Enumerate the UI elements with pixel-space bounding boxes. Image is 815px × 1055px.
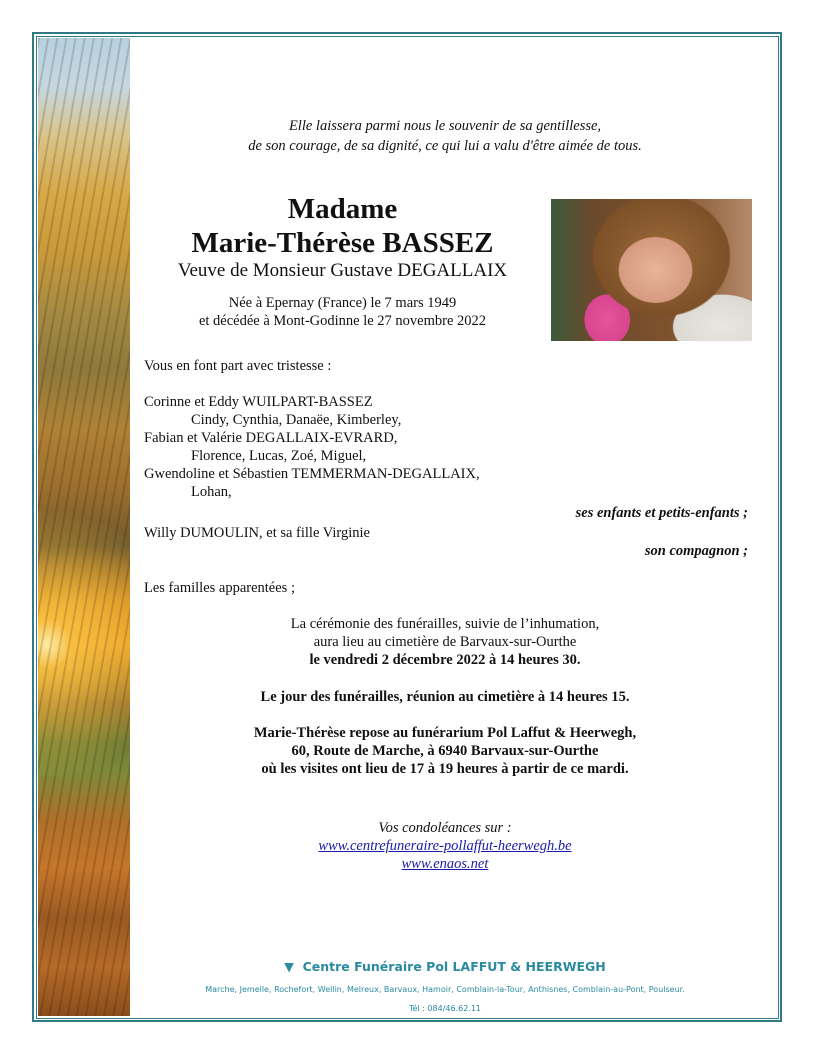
condolences-block: [140, 819, 750, 873]
footer-company: Centre Funéraire Pol LAFFUT & HEERWEGH: [302, 959, 606, 974]
family-line: Lohan,: [191, 484, 232, 500]
condolences-label: Vos condoléances sur :: [378, 820, 512, 836]
quote-line-2: de son courage, de sa dignité, ce qui lui a valu d'être aimée de tous.: [248, 138, 642, 154]
announcement-intro: Vous en font part avec tristesse :: [144, 358, 332, 374]
family-line: Cindy, Cynthia, Danaëe, Kimberley,: [191, 412, 402, 428]
companion-label: son compagnon ;: [644, 543, 748, 559]
relatives: Les familles apparentées ;: [144, 580, 295, 596]
autumn-forest-image: [38, 38, 130, 1016]
meeting-info: Le jour des funérailles, réunion au cimetière à 14 heures 15.: [260, 689, 630, 705]
family-line: Gwendoline et Sébastien TEMMERMAN-DEGALLAIX,: [144, 466, 480, 482]
quote-line-1: Elle laissera parmi nous le souvenir de sa gentillesse,: [288, 118, 602, 134]
footer-towns: Marche, Jemelle, Rochefort, Wellin, Melreux, Barvaux, Hamoir, Comblain-la-Tour, Anthisnes, Comblain-au-Pont, Poulseur.: [205, 985, 685, 994]
ceremony-line-1: La cérémonie des funérailles, suivie de l’inhumation,: [290, 616, 600, 632]
ceremony-info: [140, 615, 750, 669]
portrait-photo: [551, 199, 752, 341]
ceremony-date: le vendredi 2 décembre 2022 à 14 heures 30.: [309, 652, 581, 668]
deceased-title-block: [140, 192, 545, 330]
funerarium-line-3: où les visites ont lieu de 17 à 19 heures à partir de ce mardi.: [261, 761, 629, 777]
footer-title: [140, 959, 750, 974]
funerarium-info: [140, 724, 750, 778]
deceased-name: Marie-Thérèse BASSEZ: [191, 227, 494, 259]
footer-phone: Tél : 084/46.62.11: [408, 1004, 482, 1013]
honorific: Madame: [287, 193, 398, 225]
ceremony-line-2: aura lieu au cimetière de Barvaux-sur-Ourthe: [313, 634, 577, 650]
companion: Willy DUMOULIN, et sa fille Virginie: [144, 525, 370, 541]
triangle-down-icon: ▼: [284, 959, 294, 974]
funerarium-line-2: 60, Route de Marche, à 6940 Barvaux-sur-Ourthe: [291, 743, 599, 759]
funerarium-line-1: Marie-Thérèse repose au funérarium Pol Laffut & Heerwegh,: [253, 725, 637, 741]
family-list: [144, 393, 480, 501]
family-line: Florence, Lucas, Zoé, Miguel,: [191, 448, 367, 464]
family-line: Fabian et Valérie DEGALLAIX-EVRARD,: [144, 430, 398, 446]
widow-of: Veuve de Monsieur Gustave DEGALLAIX: [177, 260, 508, 281]
memorial-quote: [140, 116, 750, 156]
life-dates: [140, 294, 545, 330]
children-label: ses enfants et petits-enfants ;: [575, 505, 748, 521]
enaos-link[interactable]: www.enaos.net: [401, 856, 489, 872]
death-info: et décédée à Mont-Godinne le 27 novembre 2022: [198, 313, 487, 329]
birth-info: Née à Epernay (France) le 7 mars 1949: [228, 295, 457, 311]
funeral-center-link[interactable]: www.centrefuneraire-pollaffut-heerwegh.be: [318, 838, 572, 854]
family-line: Corinne et Eddy WUILPART-BASSEZ: [144, 394, 373, 410]
